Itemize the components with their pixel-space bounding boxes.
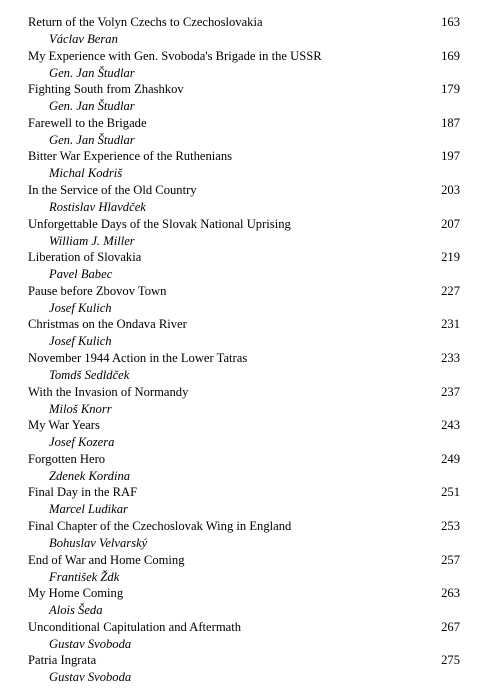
toc-title: Return of the Volyn Czechs to Czechoslovakia bbox=[28, 15, 263, 29]
toc-title: In the Service of the Old Country bbox=[28, 182, 197, 197]
table-of-contents bbox=[28, 14, 462, 686]
toc-title: Final Day in the RAF bbox=[28, 485, 138, 500]
toc-page-number: 179 bbox=[441, 82, 460, 97]
toc-title-line bbox=[28, 350, 462, 367]
toc-page-number: 257 bbox=[441, 552, 460, 567]
toc-title: Patria Ingrata bbox=[28, 653, 97, 668]
toc-title: Forgotten Hero bbox=[28, 451, 106, 466]
toc-page-number: 203 bbox=[441, 182, 460, 197]
toc-title-line bbox=[28, 48, 462, 65]
toc-page-number: 263 bbox=[441, 586, 460, 601]
toc-author: Josef Kulich bbox=[49, 300, 112, 315]
toc-entry bbox=[28, 283, 462, 317]
toc-title-line bbox=[28, 316, 462, 333]
toc-title: Pause before Zbovov Town bbox=[28, 283, 167, 298]
toc-author: Rostislav Hlavdček bbox=[49, 199, 146, 214]
toc-title-line bbox=[28, 417, 462, 434]
toc-entry bbox=[28, 48, 462, 82]
toc-entry bbox=[28, 619, 462, 653]
toc-page-number: 197 bbox=[441, 149, 460, 164]
toc-entry bbox=[28, 115, 462, 149]
toc-title-line bbox=[28, 585, 462, 602]
toc-author: Alois Šeda bbox=[49, 603, 103, 618]
toc-author: Gustav Svoboda bbox=[49, 636, 132, 651]
toc-entry bbox=[28, 552, 462, 586]
toc-entry bbox=[28, 417, 462, 451]
toc-author: Pavel Babec bbox=[49, 267, 113, 282]
toc-title-line bbox=[28, 249, 462, 266]
toc-entry bbox=[28, 182, 462, 216]
toc-entry bbox=[28, 518, 462, 552]
toc-title: My War Years bbox=[28, 418, 100, 433]
toc-page-number: 207 bbox=[441, 216, 460, 231]
toc-page-number: 233 bbox=[441, 350, 460, 365]
toc-author: Marcel Ludikar bbox=[49, 502, 128, 517]
toc-title-line bbox=[28, 81, 462, 98]
toc-page-number: 237 bbox=[441, 384, 460, 399]
toc-title-line bbox=[28, 216, 462, 233]
toc-title: My Experience with Gen. Svoboda's Brigade in the USSR bbox=[28, 48, 322, 63]
toc-author: Gen. Jan Študlar bbox=[49, 99, 135, 114]
toc-title: Liberation of Slovakia bbox=[28, 250, 142, 265]
toc-title-line bbox=[28, 148, 462, 165]
toc-title: With the Invasion of Normandy bbox=[28, 384, 189, 399]
toc-title-line bbox=[28, 552, 462, 569]
toc-page-number: 163 bbox=[441, 15, 460, 29]
toc-entry bbox=[28, 81, 462, 115]
toc-author: Zdenek Kordina bbox=[49, 468, 131, 483]
toc-title-line bbox=[28, 484, 462, 501]
toc-page-number: 231 bbox=[441, 317, 460, 332]
toc-entry bbox=[28, 484, 462, 518]
toc-author: Michal Kodriš bbox=[49, 166, 123, 181]
toc-page-number: 227 bbox=[441, 283, 460, 298]
toc-page-number: 275 bbox=[441, 653, 460, 668]
toc-author: Gen. Jan Študlar bbox=[49, 132, 135, 147]
toc-title: Christmas on the Ondava River bbox=[28, 317, 187, 332]
toc-title: Bitter War Experience of the Ruthenians bbox=[28, 149, 233, 164]
toc-entry bbox=[28, 249, 462, 283]
toc-title-line bbox=[28, 384, 462, 401]
toc-title-line bbox=[28, 451, 462, 468]
toc-page-number: 267 bbox=[441, 619, 460, 634]
toc-title: My Home Coming bbox=[28, 586, 124, 601]
toc-author: František Ždk bbox=[49, 569, 120, 584]
toc-title-line bbox=[28, 619, 462, 636]
toc-entry bbox=[28, 14, 462, 48]
toc-author: Gen. Jan Študlar bbox=[49, 65, 135, 80]
toc-title: End of War and Home Coming bbox=[28, 552, 185, 567]
toc-author: Josef Kozera bbox=[49, 435, 115, 450]
toc-title: Farewell to the Brigade bbox=[28, 115, 147, 130]
toc-entry bbox=[28, 384, 462, 418]
toc-title-line bbox=[28, 115, 462, 132]
toc-author: Václav Beran bbox=[49, 32, 118, 46]
toc-page-number: 187 bbox=[441, 115, 460, 130]
toc-entry bbox=[28, 585, 462, 619]
toc-author: Bohuslav Velvarský bbox=[49, 535, 148, 550]
toc-author: Tomdš Sedldček bbox=[49, 367, 130, 382]
toc-entry bbox=[28, 652, 462, 686]
toc-title: November 1944 Action in the Lower Tatras bbox=[28, 350, 248, 365]
toc-author: Miloš Knorr bbox=[49, 401, 112, 416]
toc-title: Unforgettable Days of the Slovak National Uprising bbox=[28, 216, 291, 231]
toc-title-line bbox=[28, 182, 462, 199]
toc-page-number: 251 bbox=[441, 485, 460, 500]
toc-title: Final Chapter of the Czechoslovak Wing in England bbox=[28, 518, 292, 533]
toc-entry bbox=[28, 316, 462, 350]
toc-page-number: 243 bbox=[441, 418, 460, 433]
toc-author: William J. Miller bbox=[49, 233, 135, 248]
toc-author: Josef Kulich bbox=[49, 334, 112, 349]
toc-title-line bbox=[28, 14, 462, 31]
toc-title-line bbox=[28, 283, 462, 300]
toc-entry bbox=[28, 148, 462, 182]
toc-title-line bbox=[28, 652, 462, 669]
toc-page-number: 169 bbox=[441, 48, 460, 63]
toc-title-line bbox=[28, 518, 462, 535]
toc-title: Unconditional Capitulation and Aftermath bbox=[28, 619, 241, 634]
toc-author: Gustav Svoboda bbox=[49, 670, 132, 685]
toc-entry bbox=[28, 350, 462, 384]
toc-entry bbox=[28, 216, 462, 250]
toc-entry bbox=[28, 451, 462, 485]
toc-page-number: 249 bbox=[441, 451, 460, 466]
toc-title: Fighting South from Zhashkov bbox=[28, 82, 184, 97]
toc-page-number: 253 bbox=[441, 518, 460, 533]
toc-page-number: 219 bbox=[441, 250, 460, 265]
